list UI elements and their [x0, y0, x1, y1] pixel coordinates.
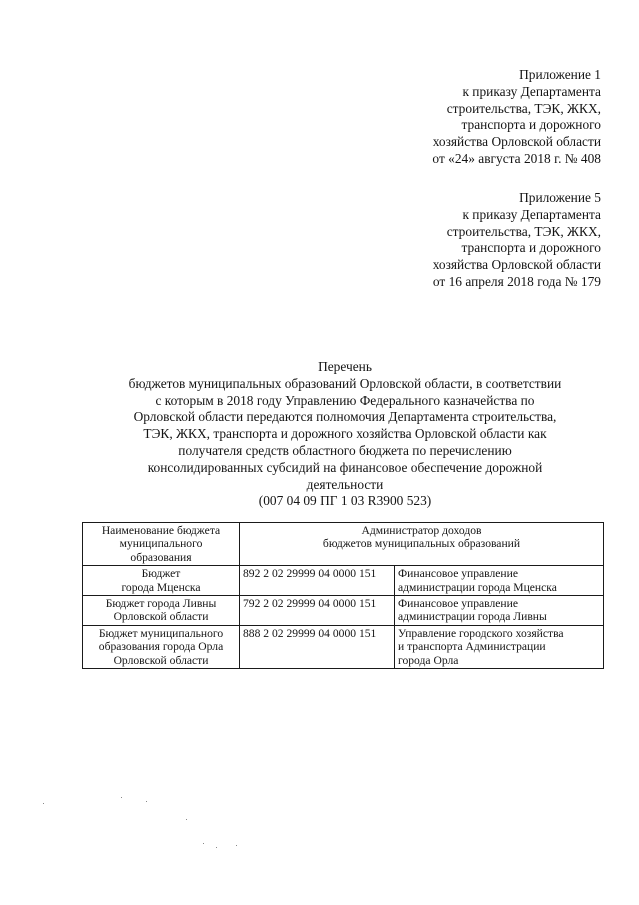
appendix-1-line: строительства, ТЭК, ЖКХ,: [446, 100, 601, 116]
budget-name-cell: Бюджет города Мценска: [83, 566, 240, 596]
appendix-1-block: [301, 67, 601, 168]
table-row: [83, 596, 604, 626]
revenue-code-cell: 792 2 02 29999 04 0000 151: [240, 596, 395, 626]
scan-speck: [121, 797, 122, 798]
appendix-1-line: от «24» августа 2018 г. № 408: [432, 150, 601, 166]
appendix-1-line: транспорта и дорожного: [461, 117, 601, 133]
appendix-5-block: [301, 190, 601, 291]
title-line: (007 04 09 ПГ 1 03 R3900 523): [258, 493, 432, 509]
table-header-row: [83, 523, 604, 566]
appendix-5-line: транспорта и дорожного: [461, 240, 601, 256]
scan-speck: [146, 801, 147, 802]
title-line: Перечень: [318, 359, 372, 374]
header-budget-name: Наименование бюджета муниципального образования: [83, 523, 240, 566]
scan-speck: [236, 845, 237, 846]
scan-speck: [186, 819, 187, 820]
title-line: деятельности: [306, 476, 384, 492]
title-line: с которым в 2018 году Управлению Федерального казначейства по: [155, 392, 535, 408]
budget-name-cell: Бюджет города Ливны Орловской области: [83, 596, 240, 626]
scan-speck: [216, 847, 217, 848]
appendix-5-line: строительства, ТЭК, ЖКХ,: [446, 223, 601, 239]
revenue-code-cell: 888 2 02 29999 04 0000 151: [240, 625, 395, 668]
appendix-1-line: хозяйства Орловской области: [432, 134, 601, 150]
title-line: ТЭК, ЖКХ, транспорта и дорожного хозяйства Орловской области как: [143, 426, 547, 442]
document-title: [90, 359, 600, 510]
budget-table: [82, 522, 604, 669]
administrator-cell: Финансовое управление администрации города Ливны: [395, 596, 604, 626]
appendix-1-line: Приложение 1: [519, 67, 601, 82]
administrator-cell: Управление городского хозяйства и транспорта Администрации города Орла: [395, 625, 604, 668]
title-line: получателя средств областного бюджета по перечислению: [178, 442, 512, 458]
appendix-5-line: к приказу Департамента: [462, 206, 601, 222]
title-line: бюджетов муниципальных образований Орловской области, в соответствии: [128, 375, 562, 391]
scan-speck: [43, 803, 44, 804]
appendix-5-line: Приложение 5: [519, 190, 601, 205]
title-line: консолидированных субсидий на финансовое обеспечение дорожной: [147, 459, 543, 475]
appendix-5-line: от 16 апреля 2018 года № 179: [432, 273, 601, 289]
appendix-1-line: к приказу Департамента: [462, 83, 601, 99]
budget-name-cell: Бюджет муниципального образования города Орла Орловской области: [83, 625, 240, 668]
title-line: Орловской области передаются полномочия Департамента строительства,: [133, 409, 557, 425]
header-revenue-administrator: Администратор доходов бюджетов муниципальных образований: [240, 523, 604, 566]
table-row: [83, 566, 604, 596]
scan-speck: [203, 843, 204, 844]
table-row: [83, 625, 604, 668]
appendix-5-line: хозяйства Орловской области: [432, 257, 601, 273]
administrator-cell: Финансовое управление администрации города Мценска: [395, 566, 604, 596]
revenue-code-cell: 892 2 02 29999 04 0000 151: [240, 566, 395, 596]
